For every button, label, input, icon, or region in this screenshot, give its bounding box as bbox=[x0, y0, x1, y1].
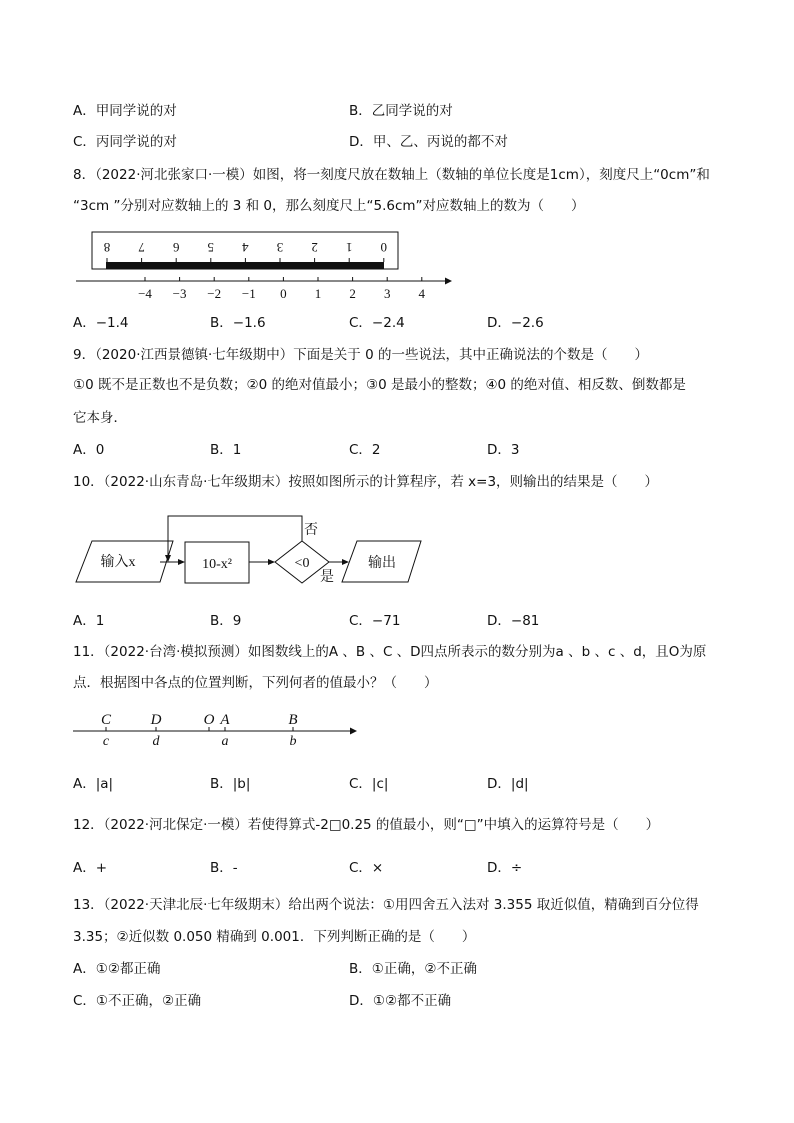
ruler-label: 2 bbox=[311, 240, 318, 255]
q8-option-d: D．−2.6 bbox=[487, 315, 544, 331]
q11-option-b: B．|b| bbox=[210, 776, 251, 792]
flow-decision-label: <0 bbox=[294, 556, 310, 571]
q11-option-d: D．|d| bbox=[487, 776, 529, 792]
q8-stem-line1: 8．（2022·河北张家口·一模）如图，将一刻度尺放在数轴上（数轴的单位长度是1cm），刻度尺上“0cm”和 bbox=[73, 167, 710, 183]
q12-option-a: A．+ bbox=[73, 860, 108, 876]
q11-point-upper-label: C bbox=[100, 712, 112, 728]
q10-option-d: D．−81 bbox=[487, 613, 540, 629]
q9-option-b: B．1 bbox=[210, 442, 242, 458]
axis-tick-label: −2 bbox=[207, 286, 222, 301]
axis-tick-label: −3 bbox=[172, 286, 187, 301]
q7-option-b: B．乙同学说的对 bbox=[349, 103, 453, 119]
q13-option-c: C．①不正确，②正确 bbox=[73, 993, 202, 1009]
q10-stem-line1: 10．（2022·山东青岛·七年级期末）按照如图所示的计算程序，若 x=3，则输出的结果是（ ） bbox=[73, 474, 659, 490]
q11-point-lower-label: c bbox=[102, 734, 110, 749]
q10-option-b: B．9 bbox=[210, 613, 242, 629]
q11-point-upper-label: A bbox=[220, 712, 230, 728]
ruler-label: 0 bbox=[380, 240, 388, 255]
q13-stem-line2: 3.35；②近似数 0.050 精确到 0.001．下列判断正确的是（ ） bbox=[73, 929, 476, 945]
q11-stem-line2: 点．根据图中各点的位置判断，下列何者的值最小？（ ） bbox=[73, 675, 438, 691]
q8-option-b: B．−1.6 bbox=[210, 315, 266, 331]
q9-option-c: C．2 bbox=[349, 442, 381, 458]
flow-output-label: 输出 bbox=[368, 556, 396, 571]
q9-stem-line2: ①0 既不是正数也不是负数；②0 的绝对值最小；③0 是最小的整数；④0 的绝对值、相反数、倒数都是 bbox=[73, 377, 686, 393]
axis-tick-label: 0 bbox=[280, 286, 287, 301]
q11-point-lower-label: d bbox=[152, 734, 160, 749]
axis-tick-label: 2 bbox=[349, 286, 356, 301]
q8-option-a: A．−1.4 bbox=[73, 315, 129, 331]
q9-stem-line1: 9．（2020·江西景德镇·七年级期中）下面是关于 0 的一些说法，其中正确说法的个数是（ ） bbox=[73, 347, 648, 363]
q9-option-d: D．3 bbox=[487, 442, 520, 458]
axis-tick-label: −1 bbox=[241, 286, 256, 301]
q8-stem-line2: “3cm ”分别对应数轴上的 3 和 0，那么刻度尺上“5.6cm”对应数轴上的数为（ ） bbox=[73, 198, 585, 214]
ruler-label: 1 bbox=[345, 240, 353, 255]
ruler-label: 8 bbox=[103, 240, 111, 255]
ruler-label: 4 bbox=[242, 240, 249, 255]
q13-option-b: B．①正确，②不正确 bbox=[349, 961, 477, 977]
q8-option-c: C．−2.4 bbox=[349, 315, 405, 331]
q9-stem-line3: 它本身． bbox=[73, 410, 127, 426]
q12-stem-line1: 12．（2022·河北保定·一模）若使得算式-2□0.25 的值最小，则“□”中填入的运算符号是（ ） bbox=[73, 817, 660, 833]
q7-option-a: A．甲同学说的对 bbox=[73, 103, 177, 119]
q11-arrow bbox=[350, 728, 357, 735]
q10-option-c: C．−71 bbox=[349, 613, 401, 629]
flow-input-label: 输入x bbox=[100, 555, 136, 570]
q12-option-b: B．- bbox=[210, 860, 238, 876]
q11-point-lower-label: b bbox=[289, 734, 297, 749]
q11-option-a: A．|a| bbox=[73, 776, 114, 792]
axis-tick-label: 1 bbox=[314, 286, 322, 301]
flow-yes-label: 是 bbox=[320, 570, 334, 585]
axis-tick-label: 3 bbox=[383, 286, 391, 301]
flow-process-label: 10-x² bbox=[202, 557, 232, 572]
q12-option-c: C．× bbox=[349, 860, 384, 876]
q11-point-upper-label: O bbox=[203, 712, 215, 728]
axis-tick-label: 4 bbox=[418, 286, 426, 301]
flow-no-label: 否 bbox=[304, 523, 318, 538]
q7-option-d: D．甲、乙、丙说的都不对 bbox=[349, 134, 508, 150]
q7-option-c: C．丙同学说的对 bbox=[73, 134, 177, 150]
q9-option-a: A．0 bbox=[73, 442, 105, 458]
q13-stem-line1: 13．（2022·天津北辰·七年级期末）给出两个说法：①用四舍五入法对 3.355 取近似值，精确到百分位得 bbox=[73, 897, 699, 913]
q13-option-d: D．①②都不正确 bbox=[349, 993, 452, 1009]
q10-option-a: A．1 bbox=[73, 613, 105, 629]
ruler-label: 3 bbox=[276, 240, 284, 255]
ruler-label: 7 bbox=[138, 240, 145, 255]
q11-stem-line1: 11．（2022·台湾·模拟预测）如图数线上的A 、B 、C 、D四点所表示的数分别为a 、b 、c 、d，且O为原 bbox=[73, 644, 707, 660]
axis-tick-label: −4 bbox=[138, 286, 152, 301]
q11-option-c: C．|c| bbox=[349, 776, 389, 792]
q11-point-lower-label: a bbox=[221, 734, 229, 749]
q13-option-a: A．①②都正确 bbox=[73, 961, 161, 977]
q12-option-d: D．÷ bbox=[487, 860, 523, 876]
q11-point-upper-label: D bbox=[150, 712, 162, 728]
ruler-label: 6 bbox=[172, 240, 180, 255]
q11-point-upper-label: B bbox=[288, 712, 298, 728]
ruler-label: 5 bbox=[207, 240, 215, 255]
